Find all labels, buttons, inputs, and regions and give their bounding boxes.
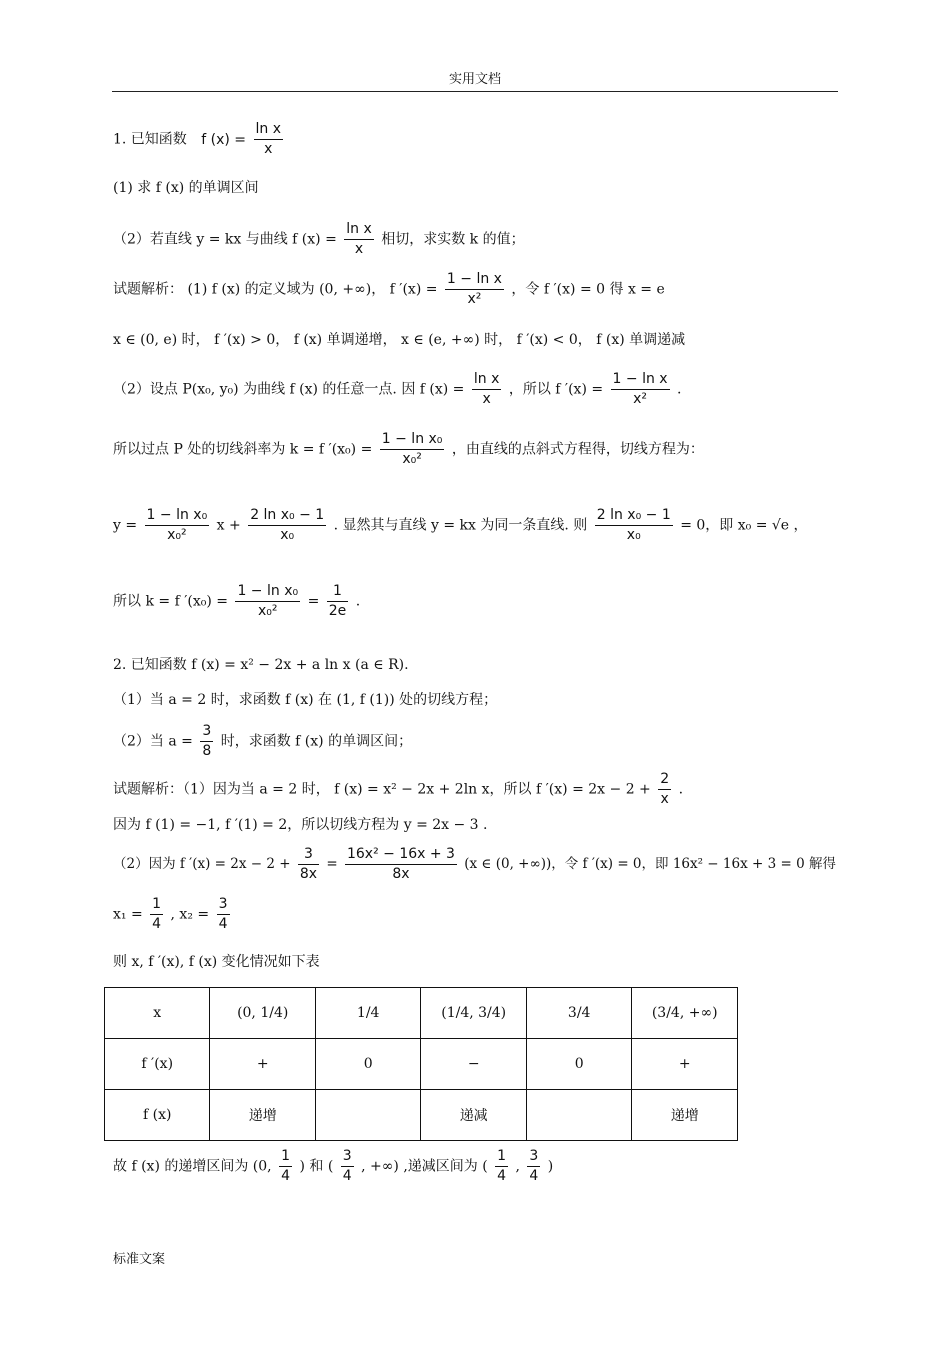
q2-concl-n3: 1: [495, 1147, 508, 1167]
table-cell: −: [421, 1039, 527, 1090]
q2-part2-a: （2）当 a =: [113, 733, 193, 750]
q1-sol1: [113, 270, 665, 309]
q1-part2-b: 相切，求实数 k 的值；: [381, 231, 525, 248]
table-row: [105, 1090, 738, 1141]
q2-concl-fraction3: [495, 1147, 508, 1186]
q2-concl-fraction4: [527, 1147, 540, 1186]
q2-sol4-num1: 1: [150, 895, 163, 915]
q1-part2-fraction: [344, 220, 374, 259]
q1-sol6-fraction1: [235, 582, 300, 621]
q2-part1: （1）当 a = 2 时，求函数 f (x) 在 (1, f (1)) 处的切线方程；: [113, 692, 498, 708]
q1-fraction: [254, 120, 284, 159]
q2-part2-b: 时，求函数 f (x) 的单调区间；: [220, 733, 413, 750]
table-cell: +: [632, 1039, 738, 1090]
table-cell: 0: [526, 1039, 631, 1090]
q1-sol5-den2: x₀: [280, 527, 295, 543]
q2-sol4-fraction1: [150, 895, 163, 934]
q1-sol3-c: .: [677, 381, 682, 398]
q1-part2: [113, 220, 525, 259]
q2-sol1: [113, 770, 683, 809]
q1-sol5-num3: 2 ln x₀ − 1: [595, 506, 673, 526]
q1-sol3-fraction2: [611, 370, 670, 409]
table-cell: f (x): [105, 1090, 210, 1141]
q2-concl-e: ): [547, 1158, 554, 1175]
q2-part2-den: 8: [202, 743, 212, 759]
q2-sol4-fraction2: [217, 895, 230, 934]
table-row: [105, 988, 738, 1039]
q1-sol4-num: 1 − ln x₀: [380, 430, 445, 450]
q2-sol1-fraction: [658, 770, 671, 809]
header-rule: [112, 91, 838, 92]
q1-sol3-b: ，所以 f ′(x) =: [508, 381, 604, 398]
variation-table: [104, 987, 738, 1141]
q2-concl-c: , +∞) ,递减区间为 (: [361, 1158, 488, 1175]
table-cell: 3/4: [526, 988, 631, 1039]
q2-sol1-den: x: [660, 791, 669, 807]
q2-sol4-den1: 4: [152, 916, 162, 932]
q1-sol4-a: 所以过点 P 处的切线斜率为 k = f ′(x₀) =: [113, 441, 373, 458]
q2-sol3-den1: 8x: [299, 866, 318, 882]
page-header: 实用文档: [448, 72, 501, 87]
q1-sol6-num2: 1: [327, 582, 349, 602]
q2-sol3-fraction1: [298, 845, 319, 884]
q1-sol6: [113, 582, 360, 621]
table-cell: 递增: [210, 1090, 316, 1141]
q1-sol1-b: ，令 f ′(x) = 0 得 x = e: [511, 281, 665, 298]
q2-sol3-num2: 16x² − 16x + 3: [345, 845, 457, 865]
q1-sol5-d: = 0，即 x₀ = √e ，: [680, 517, 808, 534]
q1-sol5-fraction3: [595, 506, 673, 545]
q1-sol4: [113, 430, 704, 469]
table-cell: 递增: [632, 1090, 738, 1141]
q1-statement: [113, 120, 286, 159]
q1-sol2: x ∈ (0, e) 时， f ′(x) > 0， f (x) 单调递增， x ∈ (e, +∞) 时， f ′(x) < 0， f (x) 单调递减: [113, 332, 686, 348]
q1-part2-a: （2）若直线 y = kx 与曲线 f (x) =: [113, 231, 337, 248]
q2-sol2: 因为 f (1) = −1, f ′(1) = 2，所以切线方程为 y = 2x − 3 .: [113, 817, 488, 833]
q2-sol3-c: (x ∈ (0, +∞))，令 f ′(x) = 0，即 16x² − 16x + 3 = 0 解得: [464, 856, 836, 872]
q2-sol1-a: 试题解析：（1）因为当 a = 2 时， f (x) = x² − 2x + 2ln x，所以 f ′(x) = 2x − 2 +: [113, 781, 651, 798]
q1-sol1-num: 1 − ln x: [445, 270, 504, 290]
q2-statement: 2. 已知函数 f (x) = x² − 2x + a ln x (a ∈ R).: [113, 657, 409, 673]
q2-part2: [113, 722, 412, 761]
q2-concl-d: ,: [515, 1158, 520, 1175]
q2-sol3-fraction2: [345, 845, 457, 884]
q1-sol3: [113, 370, 682, 409]
q1-sol6-fraction2: [327, 582, 349, 621]
q1-sol4-b: ，由直线的点斜式方程得，切线方程为：: [451, 441, 704, 458]
q2-sol4-a: x₁ =: [113, 906, 143, 923]
table-cell: +: [210, 1039, 316, 1090]
q1-sol3-den2: x²: [633, 391, 648, 407]
q1-sol6-den2: 2e: [328, 603, 347, 619]
q1-sol3-fraction1: [472, 370, 502, 409]
table-cell: (0, 1/4): [210, 988, 316, 1039]
q2-concl-n1: 1: [279, 1147, 292, 1167]
q2-part2-num: 3: [200, 722, 213, 742]
table-cell: 递减: [421, 1090, 527, 1141]
q1-sol5-den1: x₀²: [167, 527, 187, 543]
q2-concl-a: 故 f (x) 的递增区间为 (0,: [113, 1158, 272, 1175]
table-cell: 0: [315, 1039, 420, 1090]
q2-sol3-num1: 3: [298, 845, 319, 865]
q2-concl-d4: 4: [529, 1168, 539, 1184]
q1-part2-num: ln x: [344, 220, 374, 240]
q1-intro: 1. 已知函数: [113, 131, 187, 148]
q2-concl-fraction1: [279, 1147, 292, 1186]
q2-sol5: 则 x, f ′(x), f (x) 变化情况如下表: [113, 954, 320, 970]
page-footer: 标准文案: [113, 1252, 166, 1267]
q2-concl-fraction2: [341, 1147, 354, 1186]
q2-concl-d2: 4: [342, 1168, 352, 1184]
q1-part2-den: x: [354, 241, 364, 257]
q1-sol5-fraction1: [145, 506, 210, 545]
q2-sol3-den2: 8x: [392, 866, 410, 882]
table-cell: (3/4, +∞): [632, 988, 738, 1039]
table-cell: [526, 1090, 631, 1141]
q1-part1: (1) 求 f (x) 的单调区间: [113, 180, 259, 196]
table-cell: f ′(x): [105, 1039, 210, 1090]
q1-sol5-num1: 1 − ln x₀: [145, 506, 210, 526]
q2-sol4: [113, 895, 233, 934]
q1-sol6-c: .: [355, 593, 361, 610]
q1-sol5: [113, 506, 808, 545]
q2-sol1-b: .: [678, 781, 684, 798]
q1-sol3-num: ln x: [472, 370, 502, 390]
q1-sol6-a: 所以 k = f ′(x₀) =: [113, 593, 228, 610]
q2-sol4-num2: 3: [217, 895, 230, 915]
q1-sol1-fraction: [445, 270, 504, 309]
q2-sol3-a: （2）因为 f ′(x) = 2x − 2 +: [113, 856, 291, 872]
q1-sol4-den: x₀²: [402, 451, 422, 467]
table-cell: (1/4, 3/4): [421, 988, 527, 1039]
q1-sol3-a: （2）设点 P(x₀, y₀) 为曲线 f (x) 的任意一点. 因 f (x) =: [113, 381, 465, 398]
q2-concl-d1: 4: [281, 1168, 290, 1184]
q2-concl-b: ) 和 (: [299, 1158, 334, 1175]
q1-sol6-b: =: [307, 593, 320, 610]
q1-sol6-num1: 1 − ln x₀: [235, 582, 300, 602]
q1-sol5-num2: 2 ln x₀ − 1: [248, 506, 326, 526]
q2-part2-fraction: [200, 722, 213, 761]
q1-sol6-den1: x₀²: [258, 603, 278, 619]
table-cell: x: [105, 988, 210, 1039]
q1-sol3-num2: 1 − ln x: [611, 370, 670, 390]
q2-sol3-b: =: [326, 856, 338, 872]
q2-sol1-num: 2: [658, 770, 671, 790]
q2-sol4-den2: 4: [218, 916, 228, 932]
q2-concl-d3: 4: [497, 1168, 507, 1184]
q1-sol1-a: 试题解析： (1) f (x) 的定义域为 (0, +∞)， f ′(x) =: [113, 281, 438, 298]
q1-fx: f (x) =: [201, 131, 247, 148]
table-cell: [315, 1090, 420, 1141]
q1-den: x: [264, 141, 273, 157]
q1-sol5-a: y =: [113, 517, 138, 534]
q1-sol5-den3: x₀: [626, 527, 641, 543]
q2-concl-n4: 3: [527, 1147, 540, 1167]
q1-sol4-fraction: [380, 430, 445, 469]
q1-sol3-den: x: [482, 391, 491, 407]
table-row: [105, 1039, 738, 1090]
q1-sol5-b: x +: [216, 517, 241, 534]
q2-conclusion: [113, 1147, 553, 1186]
q1-num: ln x: [254, 120, 284, 140]
table-cell: 1/4: [315, 988, 420, 1039]
q1-sol5-c: . 显然其与直线 y = kx 为同一条直线. 则: [333, 517, 588, 534]
q2-sol3: [113, 845, 836, 884]
q2-sol4-b: , x₂ =: [170, 906, 210, 923]
q2-concl-n2: 3: [341, 1147, 354, 1167]
q1-sol1-den: x²: [467, 291, 482, 307]
q1-sol5-fraction2: [248, 506, 326, 545]
